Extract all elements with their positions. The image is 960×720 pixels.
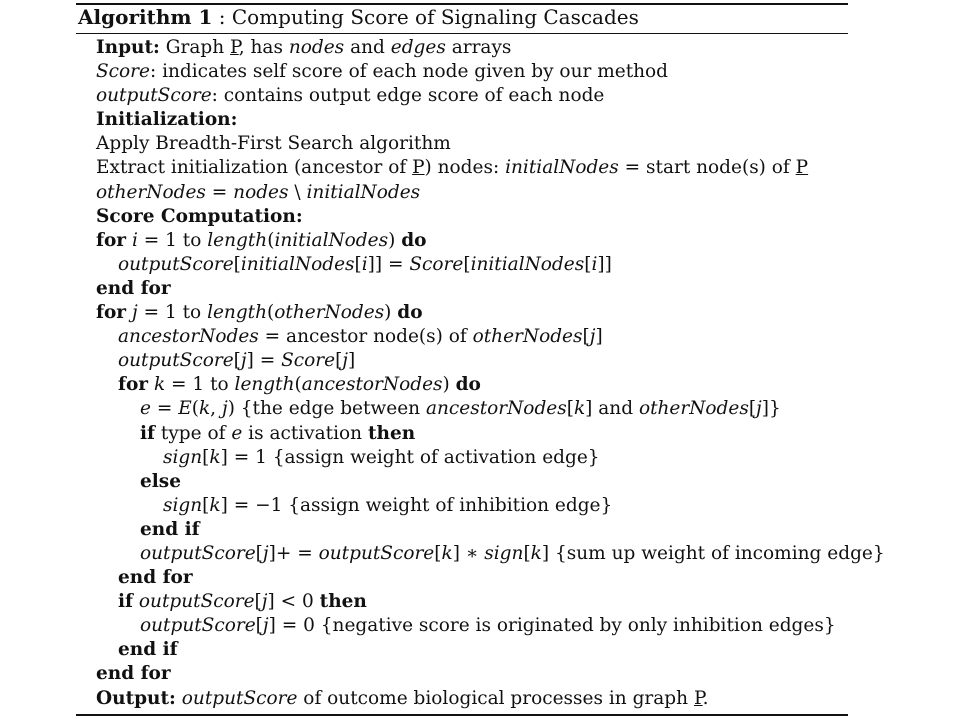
algo-line: sign[k] = −1 {assign weight of inhibition edge}	[163, 494, 613, 516]
algo-line: Input: Graph P, has nodes and edges arrays	[96, 37, 512, 58]
algo-line: Initialization:	[96, 109, 238, 131]
algorithm-title: : Computing Score of Signaling Cascades	[218, 5, 639, 29]
algo-line: Apply Breadth-First Search algorithm	[96, 133, 451, 155]
algo-line: end for	[118, 567, 193, 589]
algo-line: outputScore[initialNodes[i]] = Score[initialNodes[i]]	[118, 253, 612, 275]
algorithm-body	[76, 36, 885, 711]
algo-line: if type of e is activation then	[140, 422, 416, 444]
algo-line: e = E(k, j) {the edge between ancestorNodes[k] and otherNodes[j]}	[140, 398, 781, 420]
algo-line: end if	[140, 518, 200, 540]
algo-line: Output: outputScore of outcome biological processes in graph P.	[96, 687, 709, 709]
algo-line: ancestorNodes = ancestor node(s) of otherNodes[j]	[118, 326, 603, 348]
algo-line: outputScore: contains output edge score of each node	[96, 85, 605, 107]
algo-line: otherNodes = nodes \ initialNodes	[96, 181, 421, 203]
algorithm-caption	[78, 5, 639, 29]
algo-line: outputScore[j] = Score[j]	[118, 350, 356, 372]
algo-line: sign[k] = 1 {assign weight of activation edge}	[163, 446, 600, 468]
algo-line: for k = 1 to length(ancestorNodes) do	[118, 374, 481, 396]
algo-line: end for	[96, 663, 171, 685]
algo-line: outputScore[j]+ = outputScore[k] ∗ sign[k] {sum up weight of incoming edge}	[140, 542, 885, 564]
algorithm-label: Algorithm 1	[78, 5, 213, 29]
caption-rule	[76, 33, 848, 34]
algo-line: for i = 1 to length(initialNodes) do	[96, 229, 427, 251]
algorithm-box	[76, 3, 885, 716]
algo-line: else	[140, 470, 181, 492]
algo-line: Score Computation:	[96, 205, 303, 227]
algo-line: end for	[96, 277, 171, 299]
algo-line: if outputScore[j] < 0 then	[118, 591, 367, 613]
algo-line: Score: indicates self score of each node given by our method	[96, 61, 669, 83]
algo-line: outputScore[j] = 0 {negative score is originated by only inhibition edges}	[140, 615, 836, 637]
algo-line: end if	[118, 639, 178, 661]
algo-line: Extract initialization (ancestor of P) nodes: initialNodes = start node(s) of P	[96, 157, 809, 179]
bottom-rule	[76, 714, 848, 716]
algo-line: for j = 1 to length(otherNodes) do	[96, 302, 423, 324]
